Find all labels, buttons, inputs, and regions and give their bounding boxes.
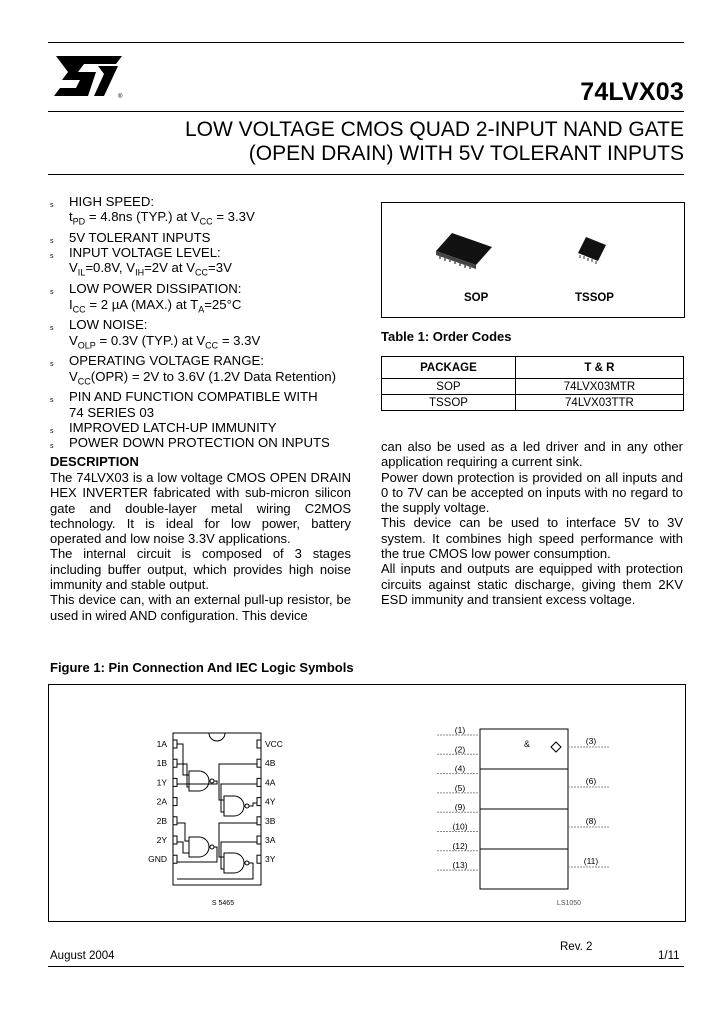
description-left-column xyxy=(50,470,351,623)
feature-head: 5V TOLERANT INPUTS xyxy=(69,230,211,246)
title-rule xyxy=(48,111,684,112)
feature-item xyxy=(50,194,368,230)
left-pin-label: 1Y xyxy=(156,777,167,788)
description-paragraph: All inputs and outputs are equipped with protection circuits against static discharge, giving them 2KV ESD immunity and transient excess voltage. xyxy=(381,561,683,607)
bullet: s xyxy=(50,361,54,369)
right-pin-label: 3A xyxy=(265,835,276,845)
feature-head: LOW POWER DISSIPATION: xyxy=(69,281,242,297)
svg-text:®: ® xyxy=(118,94,123,100)
feature-item xyxy=(50,317,368,353)
order-codes-table xyxy=(381,356,684,411)
feature-detail: $V_{IL}=0.8V$, $V_{IH}=2V$ at $V_{CC}=3V$ xyxy=(69,260,232,279)
description-right-column xyxy=(381,439,683,607)
description-paragraph: This device can, with an external pull-up resistor, be used in wired AND configuration. This device xyxy=(50,592,351,623)
pin-box xyxy=(257,855,261,863)
pin-box xyxy=(257,778,261,786)
feature-item xyxy=(50,353,368,389)
left-pin-label: GND xyxy=(148,854,167,865)
figure1-box xyxy=(48,684,686,922)
table-row xyxy=(382,395,684,411)
feature-head: HIGH SPEED: xyxy=(69,194,155,209)
feature-item xyxy=(50,245,368,281)
bullet: s xyxy=(50,289,54,297)
left-pin-label: 2Y xyxy=(156,835,167,845)
st-logo xyxy=(48,52,126,102)
sop-package-image xyxy=(436,233,492,269)
description-heading: DESCRIPTION xyxy=(50,454,139,469)
feature-detail: $t_{PD} = 4.8ns$ (TYP.) at $V_{CC} = 3.3V$ xyxy=(69,209,255,227)
description-paragraph: The 74LVX03 is a low voltage CMOS OPEN DRAIN HEX INVERTER fabricated with sub-micron silicon gate and double-layer metal wiring C2MOS technology. It is ideal for low power, battery operated and low noise 3.3V applications. xyxy=(50,470,351,547)
pin-box xyxy=(257,817,261,825)
feature-item xyxy=(50,281,368,317)
description-paragraph: can also be used as a led driver and in any other application requiring a current sink. xyxy=(381,439,683,470)
table-cell: SOP xyxy=(382,379,516,395)
feature-item xyxy=(50,420,368,435)
feature-item xyxy=(50,389,368,419)
iec-input-pin: (10) xyxy=(452,821,468,832)
feature-item xyxy=(50,435,368,450)
footer-rev: Rev. 2 xyxy=(560,941,593,953)
bullet: s xyxy=(50,202,54,209)
feature-detail: 74 SERIES 03 xyxy=(69,404,155,420)
title-bottom-rule xyxy=(48,174,684,175)
feature-item xyxy=(50,230,368,245)
bullet: s xyxy=(50,325,54,333)
title-line-2: (OPEN DRAIN) WITH 5V TOLERANT INPUTS xyxy=(248,142,684,165)
bullet: s xyxy=(50,427,54,435)
description-paragraph: Power down protection is provided on all inputs and 0 to 7V can be accepted on inputs with no regard to the supply voltage. xyxy=(381,469,683,516)
iec-input-pin: (4) xyxy=(454,763,466,774)
table-header: T & R xyxy=(515,357,683,379)
iec-input-pin: (5) xyxy=(454,782,466,793)
table-cell: TSSOP xyxy=(382,395,516,411)
bullet: s xyxy=(50,238,54,246)
feature-detail: $V_{CC}(OPR) = 2V$ to 3.6V (1.2V Data Retention) xyxy=(69,368,336,387)
iec-input-pin: (13) xyxy=(452,860,468,871)
iec-output-pin: (11) xyxy=(583,856,599,866)
top-rule xyxy=(48,42,684,43)
pin-box xyxy=(257,740,261,748)
pin-box xyxy=(257,798,261,806)
figure1-drawing xyxy=(49,685,685,921)
pin-box xyxy=(173,817,177,825)
title-line-1: LOW VOLTAGE CMOS QUAD 2-INPUT NAND GATE xyxy=(184,118,684,141)
pin-box xyxy=(173,759,177,767)
table-header-row xyxy=(382,357,684,379)
right-pin-label: 3Y xyxy=(265,854,276,865)
tssop-label: TSSOP xyxy=(575,292,614,304)
part-number: 74LVX03 xyxy=(580,78,684,106)
pin-box xyxy=(257,836,261,844)
iec-logic-symbol xyxy=(437,725,609,907)
left-pin-label: 1A xyxy=(156,739,167,749)
iec-input-pin: (1) xyxy=(454,725,466,735)
table-header: PACKAGE xyxy=(382,357,516,379)
sop-label: SOP xyxy=(464,292,489,304)
feature-head: INPUT VOLTAGE LEVEL: xyxy=(69,245,221,261)
pin-box xyxy=(173,740,177,748)
right-pin-label: 4A xyxy=(265,777,276,788)
feature-detail: $V_{OLP} = 0.3V$ (TYP.) at $V_{CC} = 3.3V$ xyxy=(69,332,261,351)
feature-head: POWER DOWN PROTECTION ON INPUTS xyxy=(69,435,330,451)
bullet: s xyxy=(50,397,54,405)
table-cell: 74LVX03MTR xyxy=(515,379,683,395)
order-table-caption: Table 1: Order Codes xyxy=(381,329,512,344)
feature-detail: $I_{CC} = 2$ µA (MAX.) at $T_A=25^\circ C$ xyxy=(69,296,242,315)
table-row xyxy=(382,379,684,395)
iec-code: LS1050 xyxy=(556,900,582,907)
figure1-caption: Figure 1: Pin Connection And IEC Logic Symbols xyxy=(50,660,354,675)
pin-diagram-code: S 5465 xyxy=(211,900,235,907)
footer-page: 1/11 xyxy=(658,950,680,962)
iec-input-pin: (12) xyxy=(452,840,468,851)
package-drawings xyxy=(382,203,684,317)
footer-date: August 2004 xyxy=(50,950,115,962)
pin-box xyxy=(173,836,177,844)
iec-input-pin: (9) xyxy=(454,802,466,813)
left-pin-label: 2A xyxy=(156,796,167,807)
feature-head: OPERATING VOLTAGE RANGE: xyxy=(69,353,264,369)
package-figure xyxy=(381,202,685,318)
feature-list xyxy=(50,194,368,450)
bullet: s xyxy=(50,443,54,451)
iec-input-pin: (2) xyxy=(454,744,466,755)
left-pin-label: 2B xyxy=(156,815,167,826)
tssop-package-image xyxy=(578,237,606,264)
and-symbol: & xyxy=(524,739,531,749)
feature-head: LOW NOISE: xyxy=(69,317,148,333)
footer-rule xyxy=(48,966,684,967)
description-paragraph: The internal circuit is composed of 3 stages including buffer output, which provides high noise immunity and stable output. xyxy=(50,546,351,593)
open-drain-diamond-icon xyxy=(551,742,561,752)
iec-output-pin: (6) xyxy=(585,776,597,786)
pin-box xyxy=(173,798,177,806)
pin-box xyxy=(173,778,177,786)
right-pin-label: 4B xyxy=(265,758,276,769)
bullet: s xyxy=(50,253,54,261)
description-paragraph: This device can be used to interface 5V to 3V system. It combines high speed performance with the true CMOS low power consumption. xyxy=(381,515,683,562)
right-pin-label: 3B xyxy=(265,815,276,826)
iec-output-pin: (3) xyxy=(585,736,597,746)
left-pin-label: 1B xyxy=(156,758,167,769)
iec-output-pin: (8) xyxy=(585,816,597,826)
pin-box xyxy=(173,855,177,863)
right-pin-label: VCC xyxy=(265,739,283,749)
feature-head: IMPROVED LATCH-UP IMMUNITY xyxy=(69,419,277,435)
pin-box xyxy=(257,759,261,767)
right-pin-label: 4Y xyxy=(265,796,276,807)
feature-head: PIN AND FUNCTION COMPATIBLE WITH xyxy=(69,389,318,405)
pin-connection-diagram xyxy=(148,733,283,907)
table-cell: 74LVX03TTR xyxy=(515,395,683,411)
